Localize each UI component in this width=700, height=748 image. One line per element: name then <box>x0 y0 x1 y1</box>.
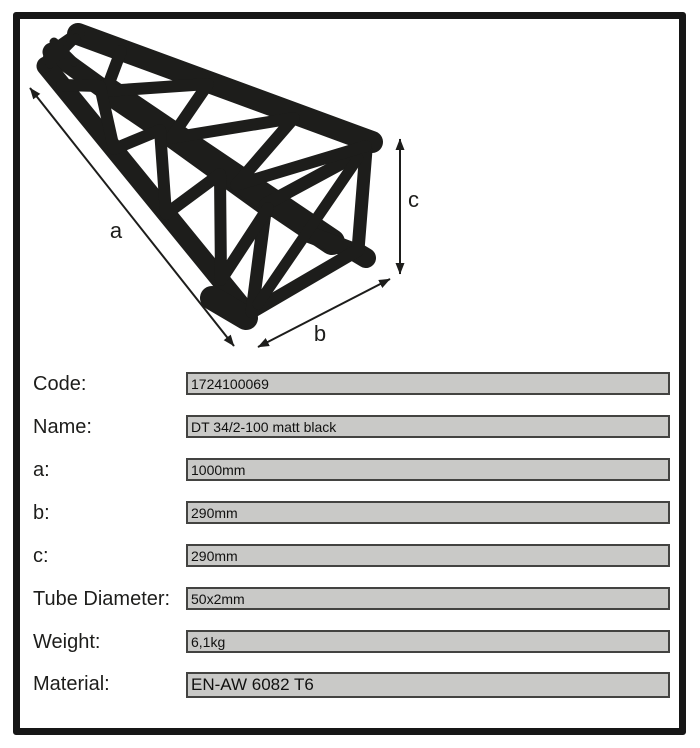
spec-label-a: a: <box>33 459 50 481</box>
spec-label-tube-diameter: Tube Diameter: <box>33 588 171 610</box>
spec-row-c <box>0 544 700 570</box>
spec-field-b <box>186 501 670 524</box>
spec-label-c: c: <box>33 545 49 567</box>
spec-row-name <box>0 415 700 441</box>
dim-a-label: a <box>109 218 123 243</box>
spec-field-name <box>186 415 670 438</box>
spec-value-c: 290mm <box>191 547 238 564</box>
dim-c-label: c <box>408 187 419 212</box>
spec-value-code: 1724100069 <box>191 375 269 392</box>
spec-value-weight: 6,1kg <box>191 633 226 650</box>
spec-field-c <box>186 544 670 567</box>
spec-value-b: 290mm <box>191 504 238 521</box>
spec-field-a <box>186 458 670 481</box>
spec-row-weight <box>0 630 700 656</box>
spec-row-tube-diameter <box>0 587 700 613</box>
spec-value-name: DT 34/2-100 matt black <box>191 418 337 435</box>
spec-value-a: 1000mm <box>191 461 246 478</box>
spec-row-a <box>0 458 700 484</box>
spec-value-tube-diameter: 50x2mm <box>191 590 245 607</box>
dim-b-label: b <box>313 321 327 346</box>
spec-label-material: Material: <box>33 673 110 695</box>
spec-field-material <box>186 672 670 698</box>
spec-label-name: Name: <box>33 416 92 438</box>
spec-row-code <box>0 372 700 398</box>
spec-label-code: Code: <box>33 373 87 395</box>
spec-field-code <box>186 372 670 395</box>
spec-value-material: EN-AW 6082 T6 <box>191 675 314 694</box>
spec-label-b: b: <box>33 502 50 524</box>
spec-field-weight <box>186 630 670 653</box>
spec-label-weight: Weight: <box>33 631 101 653</box>
spec-field-tube-diameter <box>186 587 670 610</box>
spec-row-material <box>0 672 700 698</box>
spec-row-b <box>0 501 700 527</box>
